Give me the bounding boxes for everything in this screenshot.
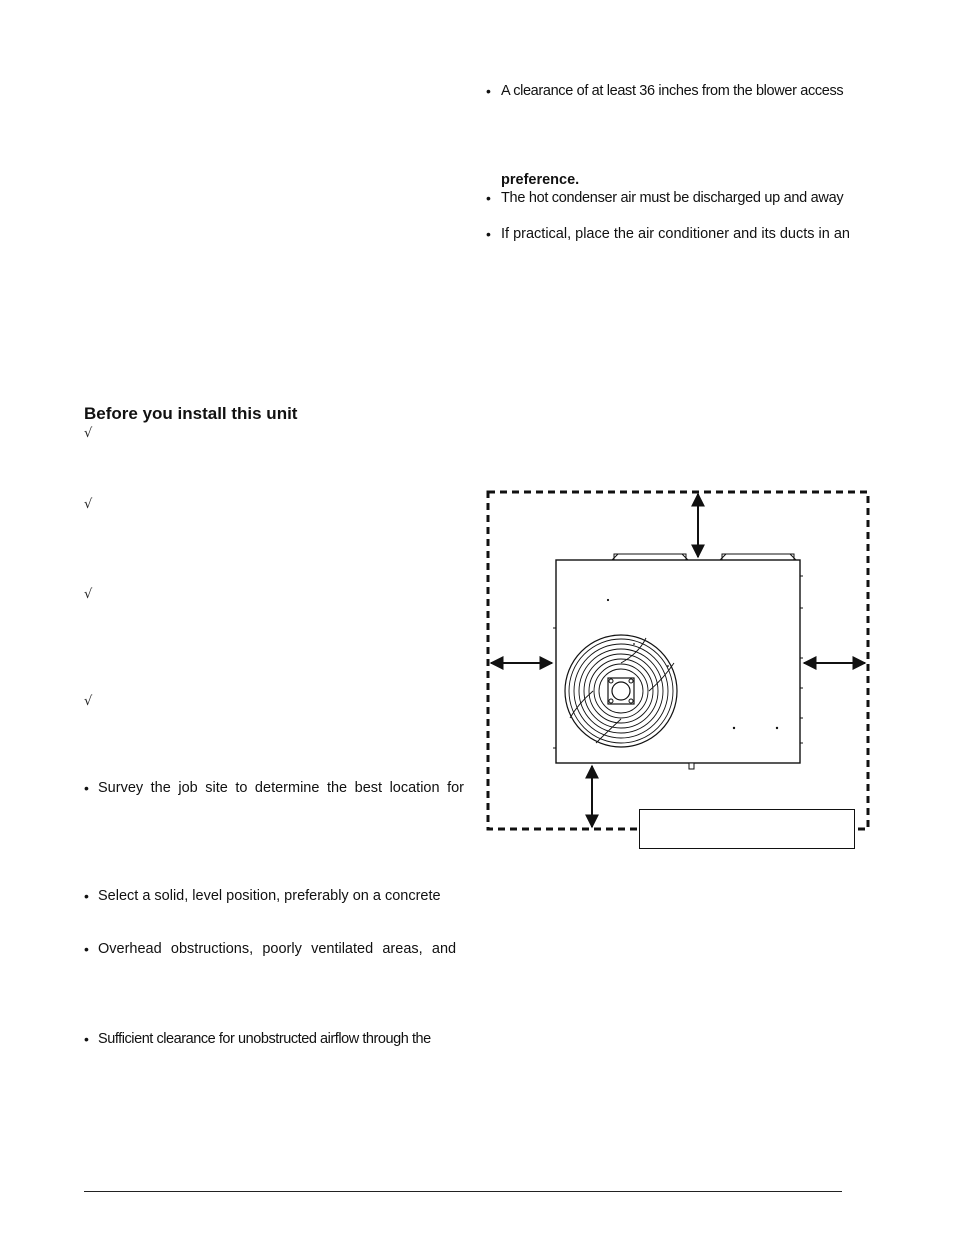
- bullet-dot: •: [486, 226, 491, 242]
- bullet-dot: •: [84, 780, 89, 796]
- section-heading: Before you install this unit: [84, 404, 298, 423]
- survey-bullet-text: Survey the job site to determine the best location for: [98, 780, 464, 796]
- bullet-dot: •: [486, 83, 491, 99]
- check-mark-icon: √: [84, 694, 93, 709]
- preference-label: preference.: [501, 172, 580, 188]
- bullet-dot: •: [486, 190, 491, 206]
- check-mark-icon: √: [84, 497, 93, 512]
- clearance-bullet-text: A clearance of at least 36 inches from the blower access: [501, 83, 844, 99]
- bullet-dot: •: [84, 888, 89, 904]
- bullet-dot: •: [84, 941, 89, 957]
- condenser-clearance-diagram: [484, 488, 874, 840]
- select-position-bullet-text: Select a solid, level position, preferably on a concrete: [98, 888, 441, 904]
- check-mark-icon: √: [84, 587, 93, 602]
- overhead-bullet-text: Overhead obstructions, poorly ventilated areas, and: [98, 941, 457, 957]
- condenser-unit-body: [556, 560, 800, 763]
- footer-rule: [84, 1191, 842, 1192]
- check-mark-icon: √: [84, 426, 93, 441]
- bullet-dot: •: [84, 1031, 89, 1047]
- ducts-bullet-text: If practical, place the air conditioner and its ducts in an: [501, 226, 850, 242]
- condenser-air-bullet-text: The hot condenser air must be discharged up and away: [501, 190, 844, 206]
- figure-label-box: [639, 809, 855, 849]
- clearance-airflow-bullet-text: Sufficient clearance for unobstructed airflow through the: [98, 1031, 431, 1047]
